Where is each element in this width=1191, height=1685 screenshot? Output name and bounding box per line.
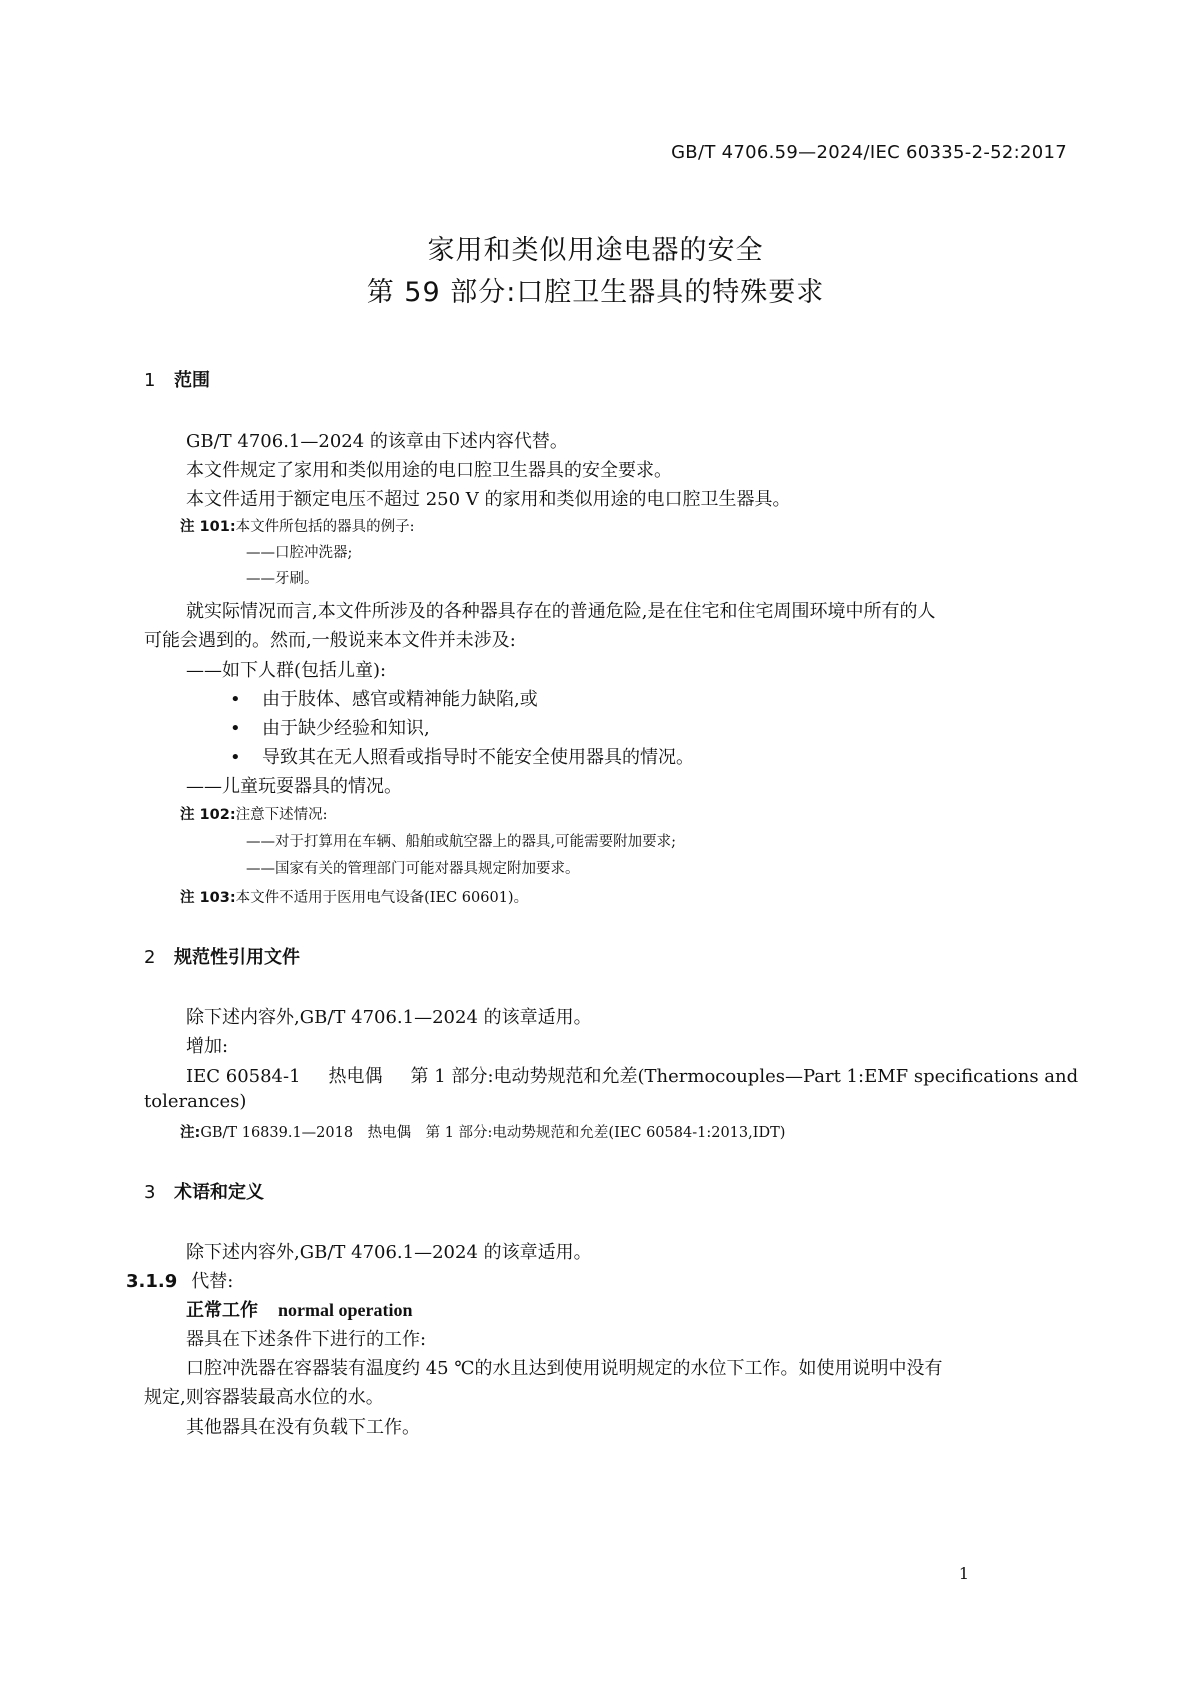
bullet-text: 由于缺少经验和知识,: [262, 718, 430, 739]
bullet-item: [230, 714, 430, 740]
paragraph-continuation: 可能会遇到的。然而,一般说来本文件并未涉及:: [144, 630, 516, 651]
paragraph: 除下述内容外,GB/T 4706.1—2024 的该章适用。: [186, 1242, 592, 1263]
bullet-text: 由于肢体、感官或精神能力缺陷,或: [262, 689, 538, 710]
note-text: 本文件所包括的器具的例子:: [235, 519, 415, 535]
term-entry: [186, 1296, 413, 1322]
reference-continuation: tolerances): [144, 1091, 247, 1112]
bullet-item: [230, 685, 538, 711]
note-text: 本文件不适用于医用电气设备(IEC 60601)。: [235, 890, 529, 906]
note-list-item: ——牙刷。: [246, 571, 319, 587]
clause-number: 3.1.9: [126, 1271, 178, 1292]
note-label: 注:: [180, 1125, 201, 1141]
paragraph: 除下述内容外,GB/T 4706.1—2024 的该章适用。: [186, 1007, 592, 1028]
note-text: GB/T 16839.1—2018 热电偶 第 1 部分:电动势规范和允差(IEC 60584-1:2013,IDT): [200, 1125, 786, 1141]
clause-text: 代替:: [191, 1271, 234, 1292]
dash-list-item: ——儿童玩耍器具的情况。: [186, 776, 402, 797]
bullet-icon: •: [230, 689, 241, 710]
section-title: 规范性引用文件: [174, 947, 300, 968]
section-title: 术语和定义: [174, 1182, 264, 1203]
paragraph: GB/T 4706.1—2024 的该章由下述内容代替。: [186, 431, 568, 452]
page-number: 1: [958, 1564, 969, 1583]
term-chinese: 正常工作: [186, 1300, 258, 1321]
note-101: [180, 515, 415, 536]
clause-3-1-9: [126, 1267, 233, 1293]
note-list-item: ——对于打算用在车辆、船舶或航空器上的器具,可能需要附加要求;: [246, 834, 676, 850]
section-number: 2: [144, 947, 156, 968]
note-103: [180, 886, 528, 907]
document-title-line1: 家用和类似用途电器的安全: [427, 235, 764, 266]
reference-code: IEC 60584-1: [186, 1066, 301, 1087]
section-heading-terms: [144, 1178, 264, 1204]
section-title: 范围: [174, 370, 210, 391]
bullet-text: 导致其在无人照看或指导时不能安全使用器具的情况。: [262, 747, 694, 768]
note-label: 注 103:: [180, 890, 236, 906]
standard-code: GB/T 4706.59—2024/IEC 60335-2-52:2017: [671, 142, 1067, 163]
term-english: normal operation: [278, 1300, 413, 1320]
reference-entry: [186, 1062, 1078, 1088]
reference-title: 热电偶: [328, 1066, 383, 1087]
note-label: 注 101:: [180, 519, 236, 535]
document-title-line2: 第 59 部分:口腔卫生器具的特殊要求: [366, 277, 825, 308]
note-list-item: ——国家有关的管理部门可能对器具规定附加要求。: [246, 861, 580, 877]
section-heading-scope: [144, 366, 210, 392]
paragraph: 增加:: [186, 1036, 229, 1057]
bullet-icon: •: [230, 718, 241, 739]
note-102: [180, 803, 328, 824]
section-number: 1: [144, 370, 156, 391]
paragraph: 本文件规定了家用和类似用途的电口腔卫生器具的安全要求。: [186, 460, 672, 481]
note-text: 注意下述情况:: [235, 807, 328, 823]
definition-continuation: 规定,则容器装最高水位的水。: [144, 1387, 384, 1408]
bullet-item: [230, 743, 694, 769]
bullet-icon: •: [230, 747, 241, 768]
reference-title-rest: 第 1 部分:电动势规范和允差(Thermocouples—Part 1:EMF specifications and: [410, 1066, 1079, 1087]
note-list-item: ——口腔冲洗器;: [246, 545, 353, 561]
note-label: 注 102:: [180, 807, 236, 823]
paragraph: 本文件适用于额定电压不超过 250 V 的家用和类似用途的电口腔卫生器具。: [186, 489, 791, 510]
note-reference: [180, 1121, 785, 1142]
definition-paragraph: 其他器具在没有负载下工作。: [186, 1417, 420, 1438]
definition-paragraph: 器具在下述条件下进行的工作:: [186, 1329, 427, 1350]
section-heading-normative-references: [144, 943, 300, 969]
definition-paragraph: 口腔冲洗器在容器装有温度约 45 ℃的水且达到使用说明规定的水位下工作。如使用说明中没有: [186, 1358, 943, 1379]
dash-list-item: ——如下人群(包括儿童):: [186, 660, 387, 681]
paragraph: 就实际情况而言,本文件所涉及的各种器具存在的普通危险,是在住宅和住宅周围环境中所有的人: [186, 601, 936, 622]
section-number: 3: [144, 1182, 156, 1203]
